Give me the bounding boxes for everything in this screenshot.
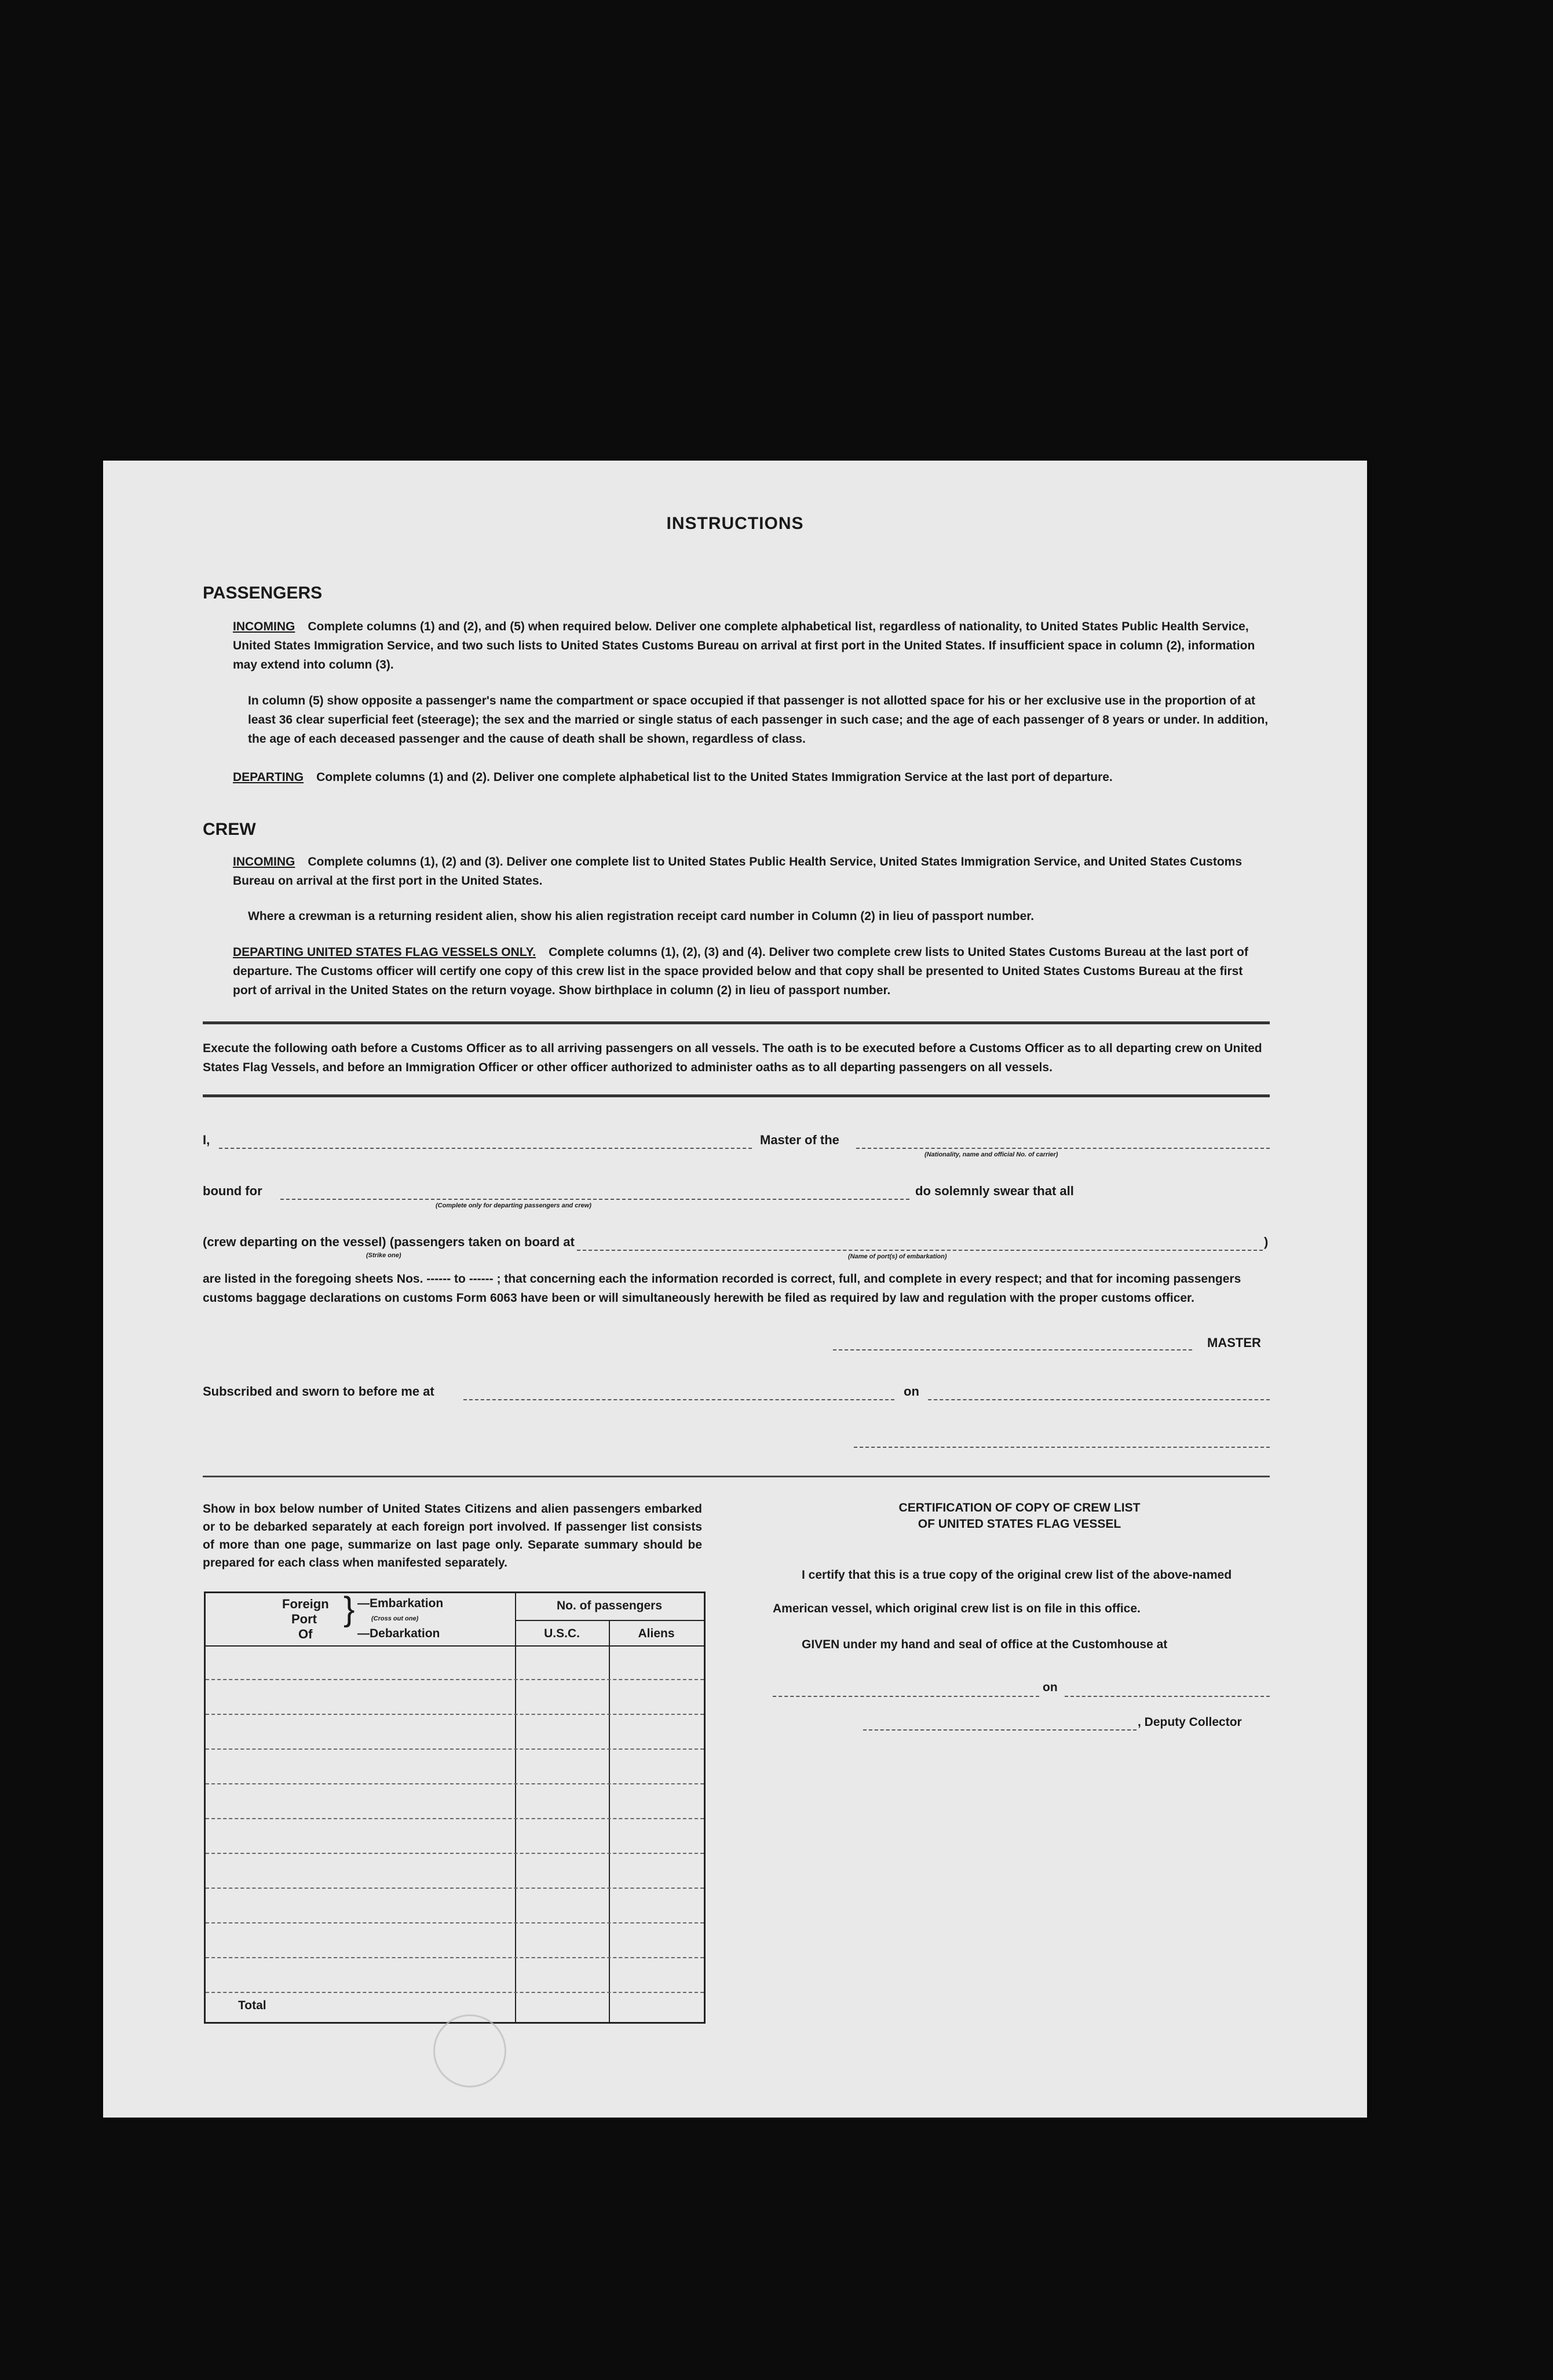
embarkation-label: —Embarkation <box>357 1597 444 1610</box>
bound-note: (Complete only for departing passengers and crew) <box>436 1202 591 1209</box>
incoming-label: INCOMING <box>233 620 295 633</box>
faded-stamp <box>433 2014 506 2087</box>
no-passengers-header: No. of passengers <box>556 1599 663 1612</box>
sworn-date-field[interactable] <box>928 1399 1270 1400</box>
table-row[interactable] <box>206 1783 704 1784</box>
vessel-field[interactable] <box>856 1148 1270 1149</box>
bound-for-label: bound for <box>203 1184 262 1198</box>
table-row[interactable] <box>206 1922 704 1923</box>
master-label: MASTER <box>1207 1335 1261 1350</box>
listed-text: are listed in the foregoing sheets Nos. ------ to ------ ; that concerning each the information recorded is correct, full, and complete in every respect; and that for incoming passengers customs baggage declarations on customs Form 6063 have been or will simultaneously herewith be filed as required by law and regulation with the proper customs officer. <box>203 1272 1241 1305</box>
cert-date-field[interactable] <box>1065 1696 1270 1697</box>
departing-text: Complete columns (1) and (2). Deliver one complete alphabetical list to the United States Immigration Service at the last port of departure. <box>316 771 1113 784</box>
passengers-departing <box>233 768 1269 787</box>
table-row[interactable] <box>206 1888 704 1889</box>
passengers-heading: PASSENGERS <box>203 583 323 603</box>
crew-flag-text: Complete columns (1), (2), (3) and (4). Deliver two complete crew lists to United States Customs Bureau at the last port of departure. The Customs officer will certify one copy of this crew list in the space provided below and that copy shall be presented to United States Customs Bureau at the first port of arrival in the United States on the return voyage. Show birthplace in column (2) in lieu of passport number. <box>233 946 1248 997</box>
foreign-label: Foreign <box>282 1597 329 1611</box>
nationality-note: (Nationality, name and official No. of carrier) <box>925 1151 1058 1158</box>
divider <box>203 1021 1270 1024</box>
master-signature[interactable] <box>833 1349 1192 1350</box>
crew-resident: Where a crewman is a returning resident alien, show his alien registration receipt card number in Column (2) in lieu of passport number. <box>248 910 1035 923</box>
name-field[interactable] <box>219 1148 752 1149</box>
cert-heading-2: OF UNITED STATES FLAG VESSEL <box>918 1517 1121 1531</box>
subscribed-label: Subscribed and sworn to before me at <box>203 1384 434 1399</box>
table-row[interactable] <box>206 1992 704 1993</box>
header-divider <box>515 1620 704 1621</box>
usc-header: U.S.C. <box>544 1627 580 1640</box>
cert-given: GIVEN under my hand and seal of office at the Customhouse at <box>802 1638 1168 1651</box>
crew-passengers-text: (crew departing on the vessel) (passengers taken on board at <box>203 1235 575 1249</box>
cert-on-label: on <box>1043 1681 1058 1694</box>
divider <box>203 1094 1270 1097</box>
divider <box>203 1476 1270 1477</box>
col-divider <box>609 1620 610 2022</box>
crew-flag <box>233 943 1269 1000</box>
oath-intro: Execute the following oath before a Customs Officer as to all arriving passengers on all vessels. The oath is to be executed before a Customs Officer as to all departing crew on United States Flag Vessels, and before an Immigration Officer or other officer authorized to administer oaths as to all departing passengers on all vessels. <box>203 1042 1262 1074</box>
departing-label: DEPARTING <box>233 771 304 784</box>
sworn-place-field[interactable] <box>463 1399 894 1400</box>
customhouse-field[interactable] <box>773 1696 1039 1697</box>
summary-text: Show in box below number of United States Citizens and alien passengers embarked or to be debarked separately at each foreign port involved. If passenger list consists of more than one page, summarize on last page only. Separate summary should be prepared for each class when manifested separately. <box>203 1502 702 1569</box>
deputy-collector-label: , Deputy Collector <box>1138 1715 1242 1729</box>
master-of-label: Master of the <box>760 1133 839 1147</box>
table-row[interactable] <box>206 1818 704 1819</box>
table-row[interactable] <box>206 1714 704 1715</box>
brace: } <box>344 1590 355 1628</box>
table-row[interactable] <box>206 1957 704 1958</box>
cert-heading-1: CERTIFICATION OF COPY OF CREW LIST <box>898 1501 1141 1514</box>
swear-text: do solemnly swear that all <box>915 1184 1074 1198</box>
crew-incoming-text: Complete columns (1), (2) and (3). Deliver one complete list to United States Public Health Service, United States Immigration Service, and United States Customs Bureau on arrival at the first port in the United States. <box>233 855 1243 888</box>
passengers-incoming <box>233 617 1269 674</box>
close-paren: ) <box>1264 1235 1269 1249</box>
ports-note: (Name of port(s) of embarkation) <box>848 1253 947 1260</box>
passenger-summary-table <box>204 1591 706 2024</box>
collector-signature[interactable] <box>863 1729 1137 1731</box>
crew-incoming <box>233 852 1269 890</box>
bound-for-field[interactable] <box>280 1199 909 1200</box>
total-label: Total <box>238 1999 266 2012</box>
passengers-column5: In column (5) show opposite a passenger's name the compartment or space occupied if that passenger is not allotted space for his or her exclusive use in the proportion of at least 36 clear superficial feet (steerage); the sex and the married or single status of each passenger in such case; and the age of each passenger of 8 years or under. In addition, the age of each deceased passenger and the cause of death shall be shown, regardless of class. <box>248 694 1269 746</box>
table-row[interactable] <box>206 1853 704 1854</box>
incoming-text: Complete columns (1) and (2), and (5) when required below. Deliver one complete alphabetical list, regardless of nationality, to United States Public Health Service, United States Immigration Service, and two such lists to United States Customs Bureau on arrival at first port in the United States. If insufficient space in column (2), information may extend into column (3). <box>233 620 1255 671</box>
table-row[interactable] <box>206 1679 704 1680</box>
port-label: Port <box>291 1612 317 1626</box>
crew-incoming-label: INCOMING <box>233 855 295 868</box>
strike-note: (Strike one) <box>366 1252 401 1259</box>
cert-text: I certify that this is a true copy of the original crew list of the above-named <box>802 1568 1232 1582</box>
crew-flag-label: DEPARTING UNITED STATES FLAG VESSELS ONLY. <box>233 946 536 959</box>
table-row[interactable] <box>206 1749 704 1750</box>
oath-i: I, <box>203 1133 210 1147</box>
sworn-on-label: on <box>904 1384 919 1399</box>
crew-heading: CREW <box>203 820 256 839</box>
cross-out-note: (Cross out one) <box>371 1615 419 1622</box>
aliens-header: Aliens <box>638 1627 675 1640</box>
header-bottom <box>206 1645 704 1647</box>
of-label: Of <box>298 1627 313 1641</box>
form-sheet <box>103 461 1367 2118</box>
page-title: INSTRUCTIONS <box>666 514 804 533</box>
embarkation-field[interactable] <box>577 1250 1263 1251</box>
debarkation-label: —Debarkation <box>357 1627 440 1640</box>
cert-american: American vessel, which original crew list is on file in this office. <box>773 1602 1141 1615</box>
officer-signature[interactable] <box>854 1447 1270 1448</box>
